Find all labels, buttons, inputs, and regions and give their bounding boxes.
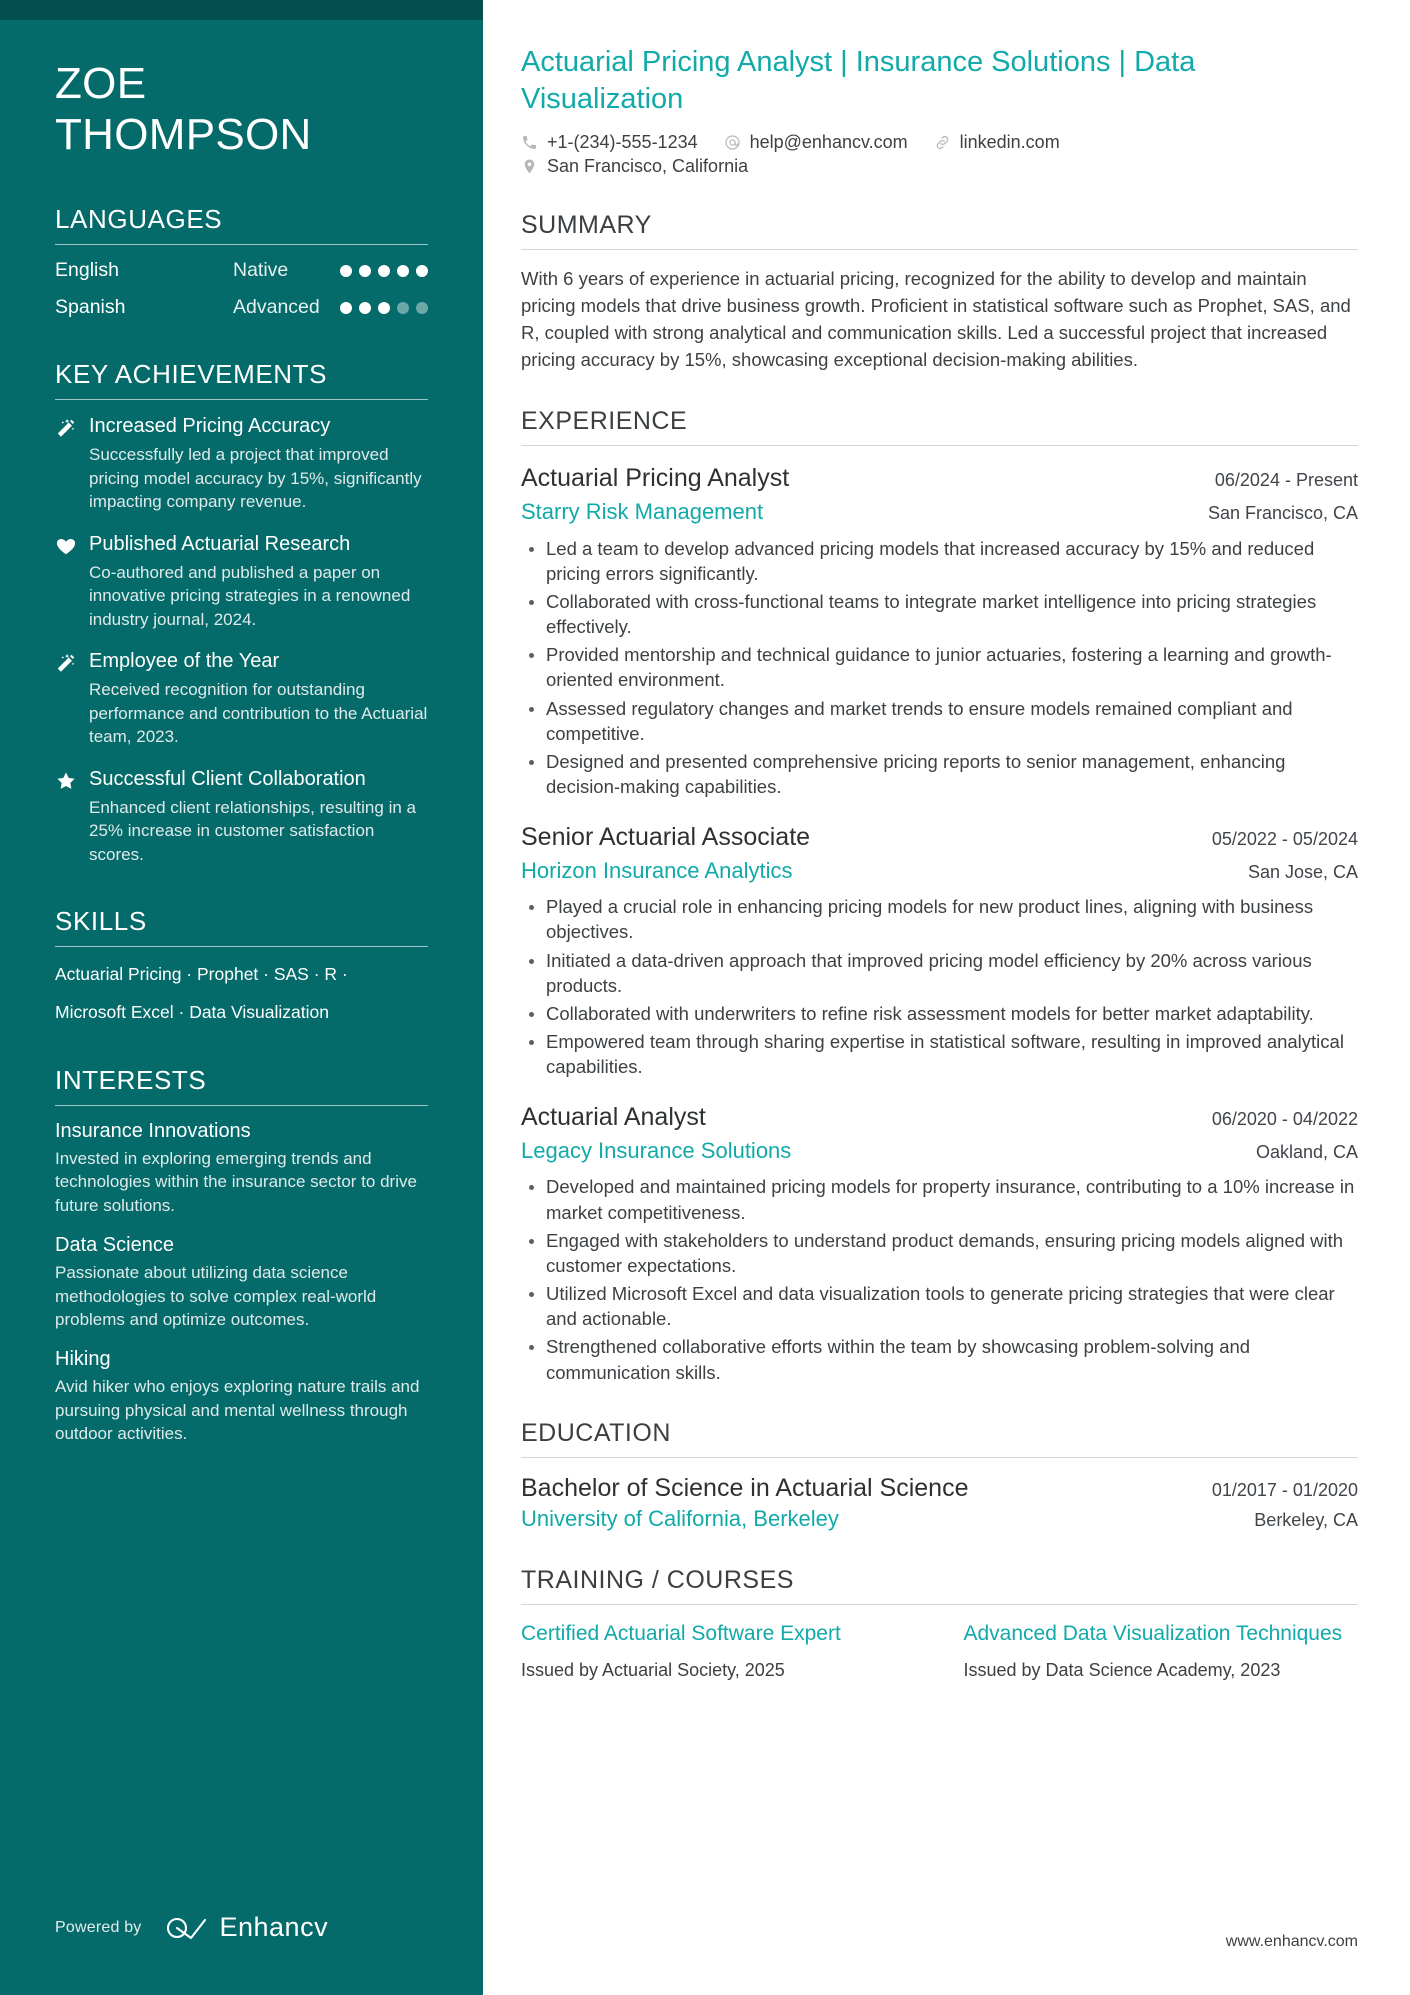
job-company: Legacy Insurance Solutions — [521, 1137, 792, 1163]
language-level: Advanced — [233, 296, 320, 319]
job-title: Actuarial Analyst — [521, 1103, 706, 1132]
interest-title: Hiking — [55, 1348, 111, 1371]
job-bullet: Engaged with stakeholders to understand product demands, ensuring pricing models aligned with customer expectations. — [521, 1228, 1358, 1278]
sidebar-top-strip — [0, 0, 483, 20]
language-level: Native — [233, 259, 289, 282]
divider — [55, 946, 428, 947]
experience-heading: EXPERIENCE — [521, 407, 688, 436]
enhancv-logo — [164, 1912, 329, 1943]
job-bullet: Assessed regulatory changes and market trends to ensure models remained compliant and competitive. — [521, 696, 1358, 746]
enhancv-wordmark: Enhancv — [219, 1912, 329, 1942]
magic-wand-icon — [55, 649, 89, 749]
divider — [55, 244, 428, 245]
job-bullet: Strengthened collaborative efforts within the team by showcasing problem-solving and communication skills. — [521, 1334, 1358, 1384]
education-school-row — [521, 1503, 1358, 1532]
magic-wand-icon — [55, 414, 89, 514]
phone-icon — [521, 134, 538, 151]
language-name: Spanish — [55, 296, 126, 319]
interest-title: Insurance Innovations — [55, 1119, 251, 1142]
job-date: 06/2024 - Present — [1214, 470, 1358, 491]
achievement-description: Successfully led a project that improved pricing model accuracy by 15%, significantly impacting company revenue. — [89, 445, 422, 512]
interest-description: Avid hiker who enjoys exploring nature trails and pursuing physical and mental wellness through outdoor activities. — [55, 1377, 420, 1444]
enhancv-mark-icon — [164, 1914, 210, 1942]
languages-section — [55, 204, 428, 319]
achievement-item — [55, 532, 428, 632]
skills-heading: SKILLS — [55, 906, 147, 937]
course-item — [521, 1621, 916, 1681]
education-school: University of California, Berkeley — [521, 1505, 839, 1531]
achievement-item — [55, 649, 428, 749]
contact-location-text: San Francisco, California — [547, 156, 749, 177]
course-title: Certified Actuarial Software Expert — [521, 1621, 841, 1645]
summary-heading: SUMMARY — [521, 211, 652, 240]
job-title: Actuarial Pricing Analyst — [521, 464, 790, 493]
heart-icon — [55, 532, 89, 632]
job-bullets — [521, 536, 1358, 800]
job-location: San Jose, CA — [1247, 861, 1358, 882]
job-location: San Francisco, CA — [1207, 502, 1358, 523]
contact-email[interactable] — [724, 132, 908, 153]
rating-dot — [378, 302, 390, 314]
achievement-item — [55, 414, 428, 514]
languages-heading: LANGUAGES — [55, 204, 223, 235]
experience-title-row — [521, 821, 1358, 854]
interests-heading: INTERESTS — [55, 1064, 207, 1095]
rating-dot — [359, 265, 371, 277]
headline: Actuarial Pricing Analyst | Insurance Solutions | Data Visualization — [521, 46, 1196, 116]
job-company: Horizon Insurance Analytics — [521, 857, 793, 883]
education-date: 01/2017 - 01/2020 — [1211, 1479, 1358, 1500]
job-title: Senior Actuarial Associate — [521, 823, 811, 852]
divider — [521, 1457, 1358, 1458]
key-achievements-section — [55, 359, 428, 866]
skills-line: Actuarial Pricing · Prophet · SAS · R · — [55, 964, 348, 985]
education-heading: EDUCATION — [521, 1418, 671, 1447]
achievement-body — [89, 414, 428, 514]
map-pin-icon — [521, 158, 538, 175]
contact-phone-text: +1-(234)-555-1234 — [547, 132, 698, 153]
job-bullet: Provided mentorship and technical guidance to junior actuaries, fostering a learning and growth-oriented environment. — [521, 642, 1358, 692]
experience-item — [521, 821, 1358, 1079]
rating-dot — [340, 302, 352, 314]
job-bullet: Led a team to develop advanced pricing models that increased accuracy by 15% and reduced pricing errors significantly. — [521, 536, 1358, 586]
interest-description: Invested in exploring emerging trends and technologies within the insurance sector to drive future solutions. — [55, 1148, 417, 1215]
job-date: 06/2020 - 04/2022 — [1211, 1109, 1358, 1130]
job-company: Starry Risk Management — [521, 498, 764, 524]
course-meta: Issued by Actuarial Society, 2025 — [521, 1659, 785, 1680]
education-item — [521, 1474, 1358, 1532]
achievement-description: Co-authored and published a paper on innovative pricing strategies in a renowned industry journal, 2024. — [89, 562, 411, 629]
sidebar — [0, 0, 483, 1995]
job-bullet: Empowered team through sharing expertise in statistical software, resulting in improved analytical capabilities. — [521, 1029, 1358, 1079]
course-item — [964, 1621, 1359, 1681]
contact-location — [521, 156, 748, 177]
job-bullet: Collaborated with cross-functional teams to integrate market intelligence into pricing strategies effectively. — [521, 589, 1358, 639]
achievement-body — [89, 532, 428, 632]
interest-item — [55, 1348, 428, 1445]
interest-title: Data Science — [55, 1234, 174, 1257]
experience-title-row — [521, 1101, 1358, 1134]
divider — [521, 1604, 1358, 1605]
job-date: 05/2022 - 05/2024 — [1211, 829, 1358, 850]
rating-dot — [397, 302, 409, 314]
training-heading: TRAINING / COURSES — [521, 1565, 794, 1594]
job-bullets — [521, 894, 1358, 1079]
contact-linkedin-text: linkedin.com — [959, 132, 1060, 153]
language-rating-dots — [340, 302, 428, 314]
achievement-description: Received recognition for outstanding performance and contribution to the Actuarial team, 2023. — [89, 680, 428, 747]
divider — [55, 399, 428, 400]
job-bullet: Initiated a data-driven approach that improved pricing model efficiency by 20% across various products. — [521, 948, 1358, 998]
education-degree: Bachelor of Science in Actuarial Science — [521, 1473, 969, 1502]
interests-section — [55, 1065, 428, 1446]
job-bullet: Played a crucial role in enhancing pricing models for new product lines, aligning with business objectives. — [521, 894, 1358, 944]
sidebar-footer — [55, 1912, 328, 1943]
skills-line: Microsoft Excel · Data Visualization — [55, 1001, 329, 1022]
achievement-title: Employee of the Year — [89, 650, 280, 673]
courses-grid — [521, 1621, 1358, 1681]
interest-item — [55, 1234, 428, 1331]
key-achievements-heading: KEY ACHIEVEMENTS — [55, 359, 328, 390]
contact-email-text: help@enhancv.com — [749, 132, 908, 153]
achievement-item — [55, 767, 428, 867]
job-bullet: Collaborated with underwriters to refine risk assessment models for better market adaptability. — [521, 1001, 1358, 1026]
interest-description: Passionate about utilizing data science methodologies to solve complex real-world problems and optimize outcomes. — [55, 1263, 377, 1330]
achievement-title: Successful Client Collaboration — [89, 767, 366, 790]
experience-company-row — [521, 857, 1358, 886]
candidate-name — [55, 58, 428, 160]
language-name: English — [55, 259, 119, 282]
achievement-body — [89, 767, 428, 867]
star-icon — [55, 767, 89, 867]
skills-section — [55, 906, 428, 1025]
experience-item — [521, 462, 1358, 799]
contact-linkedin[interactable] — [934, 132, 1060, 153]
education-location: Berkeley, CA — [1254, 1509, 1358, 1530]
powered-by-label: Powered by — [55, 1918, 142, 1936]
rating-dot — [416, 265, 428, 277]
education-degree-row — [521, 1474, 1358, 1503]
job-bullets — [521, 1174, 1358, 1384]
divider — [521, 249, 1358, 250]
achievement-body — [89, 649, 428, 749]
candidate-first-name: ZOE — [55, 59, 147, 108]
language-row — [55, 296, 428, 319]
job-location: Oakland, CA — [1255, 1141, 1358, 1162]
experience-section — [521, 407, 1358, 1384]
summary-text: With 6 years of experience in actuarial pricing, recognized for the ability to develop and maintain pricing models that drive business growth. Proficient in statistical software such as Prophet, SAS, and R, coupled with strong analytical and communication skills. Led a successful project that increased pricing accuracy by 15%, showcasing exceptional decision-making abilities. — [521, 268, 1351, 370]
course-title: Advanced Data Visualization Techniques — [963, 1621, 1343, 1645]
training-section — [521, 1566, 1358, 1681]
contact-phone[interactable] — [521, 132, 698, 153]
achievement-title: Increased Pricing Accuracy — [89, 415, 331, 438]
job-bullet: Designed and presented comprehensive pricing reports to senior management, enhancing decision-making capabilities. — [521, 749, 1358, 799]
main-content — [483, 0, 1410, 1995]
rating-dot — [397, 265, 409, 277]
rating-dot — [416, 302, 428, 314]
experience-company-row — [521, 1137, 1358, 1166]
rating-dot — [359, 302, 371, 314]
experience-item — [521, 1101, 1358, 1384]
contact-row — [521, 132, 1358, 153]
education-section — [521, 1419, 1358, 1532]
language-rating-dots — [340, 265, 428, 277]
language-row — [55, 259, 428, 282]
course-meta: Issued by Data Science Academy, 2023 — [963, 1659, 1281, 1680]
achievement-description: Enhanced client relationships, resulting in a 25% increase in customer satisfaction scores. — [89, 797, 416, 864]
divider — [55, 1105, 428, 1106]
experience-title-row — [521, 462, 1358, 495]
summary-section — [521, 211, 1358, 373]
rating-dot — [378, 265, 390, 277]
interest-item — [55, 1120, 428, 1217]
experience-company-row — [521, 498, 1358, 527]
candidate-last-name: THOMPSON — [55, 110, 312, 160]
divider — [521, 445, 1358, 446]
rating-dot — [340, 265, 352, 277]
job-bullet: Utilized Microsoft Excel and data visualization tools to generate pricing strategies that were clear and actionable. — [521, 1281, 1358, 1331]
link-icon — [934, 134, 951, 151]
at-email-icon — [724, 134, 741, 151]
job-bullet: Developed and maintained pricing models for property insurance, contributing to a 10% increase in market competitiveness. — [521, 1174, 1358, 1224]
achievement-title: Published Actuarial Research — [89, 532, 351, 555]
location-row — [521, 156, 1358, 177]
site-url: www.enhancv.com — [1225, 1933, 1358, 1950]
